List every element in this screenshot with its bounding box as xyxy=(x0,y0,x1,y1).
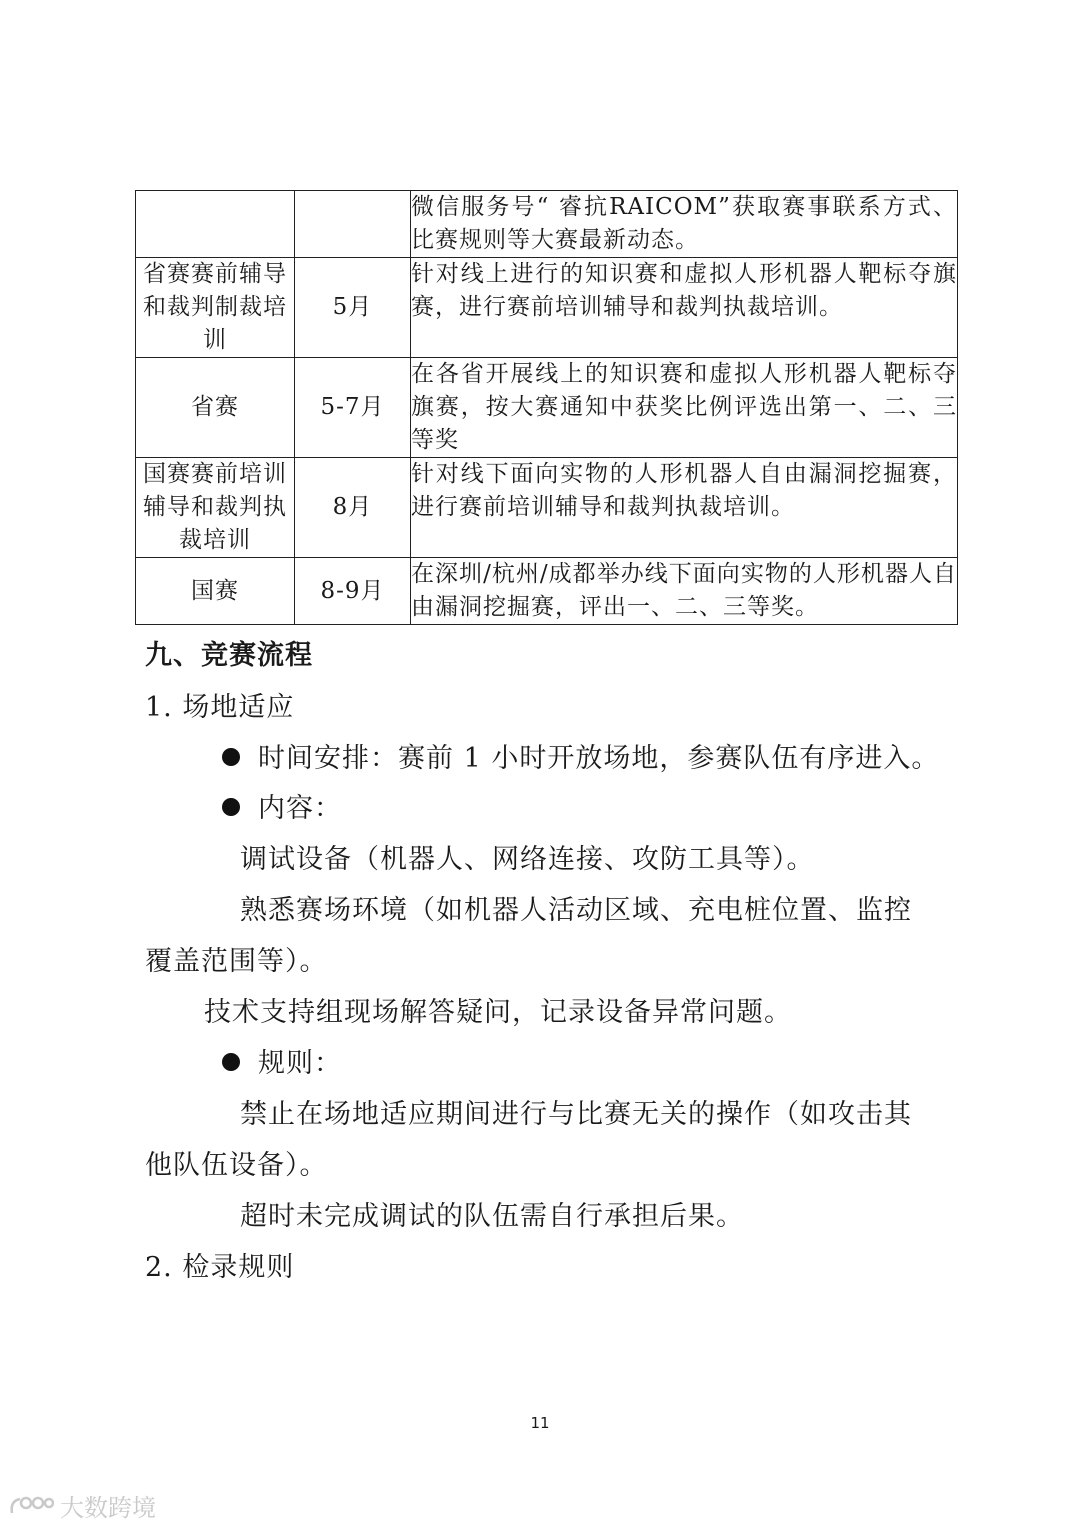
item-1-title: 1. 场地适应 xyxy=(145,692,295,723)
content-line: 技术支持组现场解答疑问，记录设备异常问题。 xyxy=(204,997,792,1028)
section-heading: 九、竞赛流程 xyxy=(145,640,313,671)
bullet-rules xyxy=(222,1044,342,1084)
watermark-text: 大数跨境 xyxy=(60,1494,156,1522)
rules-line: 他队伍设备）。 xyxy=(145,1150,328,1181)
bullet-content-text: 内容： xyxy=(258,793,342,824)
watermark xyxy=(8,1488,156,1523)
schedule-table xyxy=(135,190,958,625)
desc-cell: 在各省开展线上的知识赛和虚拟人形机器人靶标夺旗赛，按大赛通知中获奖比例评选出第一、二、三等奖 xyxy=(411,358,958,458)
content-line: 调试设备（机器人、网络连接、攻防工具等）。 xyxy=(240,844,815,875)
table-row xyxy=(136,558,958,625)
content-line: 覆盖范围等）。 xyxy=(145,946,328,977)
stage-cell xyxy=(136,191,295,258)
time-cell xyxy=(295,191,411,258)
desc-cell: 针对线下面向实物的人形机器人自由漏洞挖掘赛，进行赛前培训辅导和裁判执裁培训。 xyxy=(411,458,958,558)
bullet-time xyxy=(222,739,939,779)
table-row xyxy=(136,458,958,558)
bullet-rules-text: 规则： xyxy=(258,1048,342,1079)
desc-cell: 微信服务号“ 睿抗RAICOM”获取赛事联系方式、比赛规则等大赛最新动态。 xyxy=(411,191,958,258)
time-cell: 8-9月 xyxy=(295,558,411,625)
time-cell: 5-7月 xyxy=(295,358,411,458)
page-number: 11 xyxy=(530,1414,550,1432)
bullet-icon xyxy=(222,748,240,766)
table-row xyxy=(136,258,958,358)
rules-line: 超时未完成调试的队伍需自行承担后果。 xyxy=(240,1201,744,1232)
desc-cell: 针对线上进行的知识赛和虚拟人形机器人靶标夺旗赛，进行赛前培训辅导和裁判执裁培训。 xyxy=(411,258,958,358)
time-cell: 8月 xyxy=(295,458,411,558)
watermark-logo-icon xyxy=(8,1493,54,1519)
stage-cell: 省赛赛前辅导和裁判制裁培训 xyxy=(136,258,295,358)
bullet-icon xyxy=(222,1053,240,1071)
bullet-time-text: 时间安排：赛前 1 小时开放场地，参赛队伍有序进入。 xyxy=(258,743,940,774)
stage-cell: 省赛 xyxy=(136,358,295,458)
stage-cell: 国赛 xyxy=(136,558,295,625)
time-cell: 5月 xyxy=(295,258,411,358)
bullet-icon xyxy=(222,798,240,816)
content-line: 熟悉赛场环境（如机器人活动区域、充电桩位置、监控 xyxy=(240,895,912,926)
table-row xyxy=(136,358,958,458)
item-2-title: 2. 检录规则 xyxy=(145,1252,295,1283)
table-row xyxy=(136,191,958,258)
bullet-content xyxy=(222,789,342,829)
rules-line: 禁止在场地适应期间进行与比赛无关的操作（如攻击其 xyxy=(240,1099,912,1130)
desc-cell: 在深圳/杭州/成都举办线下面向实物的人形机器人自由漏洞挖掘赛，评出一、二、三等奖。 xyxy=(411,558,958,625)
stage-cell: 国赛赛前培训辅导和裁判执裁培训 xyxy=(136,458,295,558)
